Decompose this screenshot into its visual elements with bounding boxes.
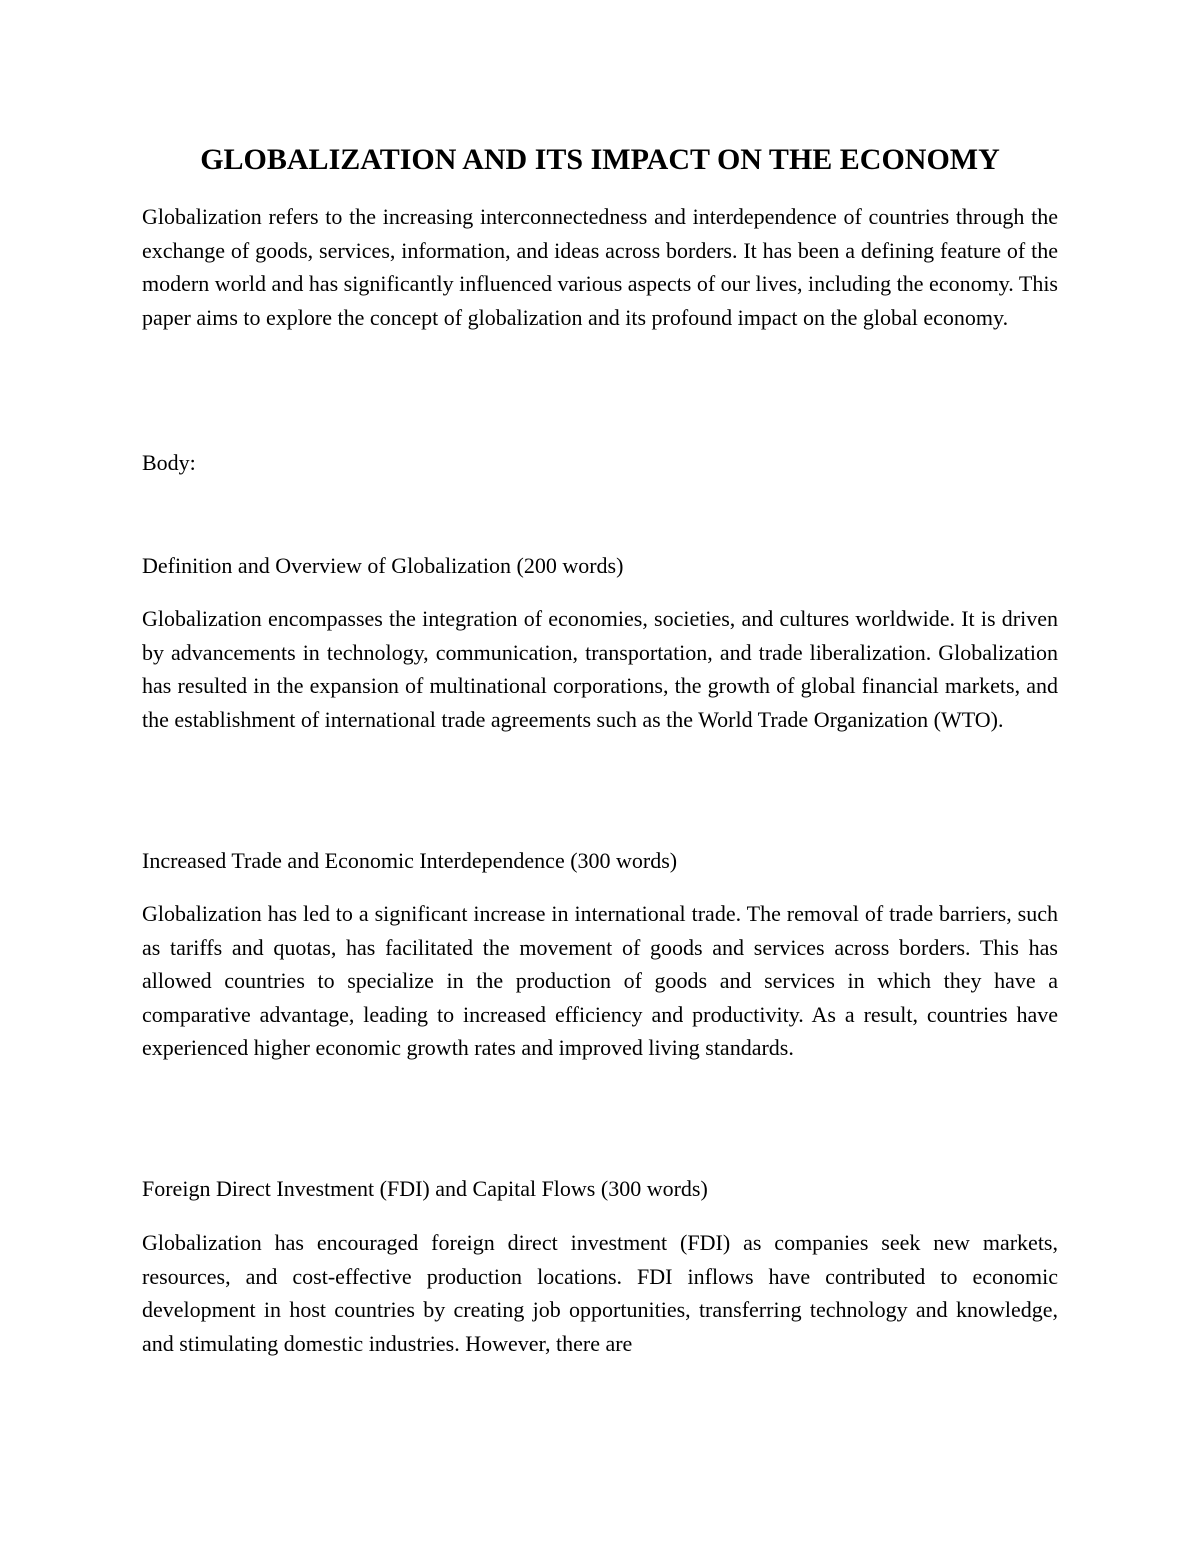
section-heading-fdi: Foreign Direct Investment (FDI) and Capital Flows (300 words): [142, 1176, 708, 1201]
intro-paragraph: Globalization refers to the increasing interconnectedness and interdependence of countries through the exchange of goods, services, information, and ideas across borders. It has been a defining feature of the modern world and has significantly influenced various aspects of our lives, including the economy. This paper aims to explore the concept of globalization and its profound impact on the global economy.: [142, 204, 1058, 330]
section-paragraph-fdi: Globalization has encouraged foreign direct investment (FDI) as companies seek new markets, resources, and cost-effective production locations. FDI inflows have contributed to economic development in host countries by creating job opportunities, transferring technology and knowledge, and stimulating domestic industries. However, there are: [142, 1230, 1058, 1356]
section-heading-trade: Increased Trade and Economic Interdependence (300 words): [142, 848, 678, 873]
section-heading-definition: Definition and Overview of Globalization (200 words): [142, 553, 624, 578]
section-paragraph-definition: Globalization encompasses the integration of economies, societies, and cultures worldwide. It is driven by advancements in technology, communication, transportation, and trade liberalization. Globalization has resulted in the expansion of multinational corporations, the growth of global financial markets, and the establishment of international trade agreements such as the World Trade Organization (WTO).: [142, 606, 1058, 732]
page-title: GLOBALIZATION AND ITS IMPACT ON THE ECONOMY: [200, 143, 1000, 176]
section-paragraph-trade: Globalization has led to a significant increase in international trade. The removal of trade barriers, such as tariffs and quotas, has facilitated the movement of goods and services across borders. This has allowed countries to specialize in the production of goods and services in which they have a comparative advantage, leading to increased efficiency and productivity. As a result, countries have experienced higher economic growth rates and improved living standards.: [142, 901, 1058, 1061]
body-label: Body:: [142, 450, 196, 475]
